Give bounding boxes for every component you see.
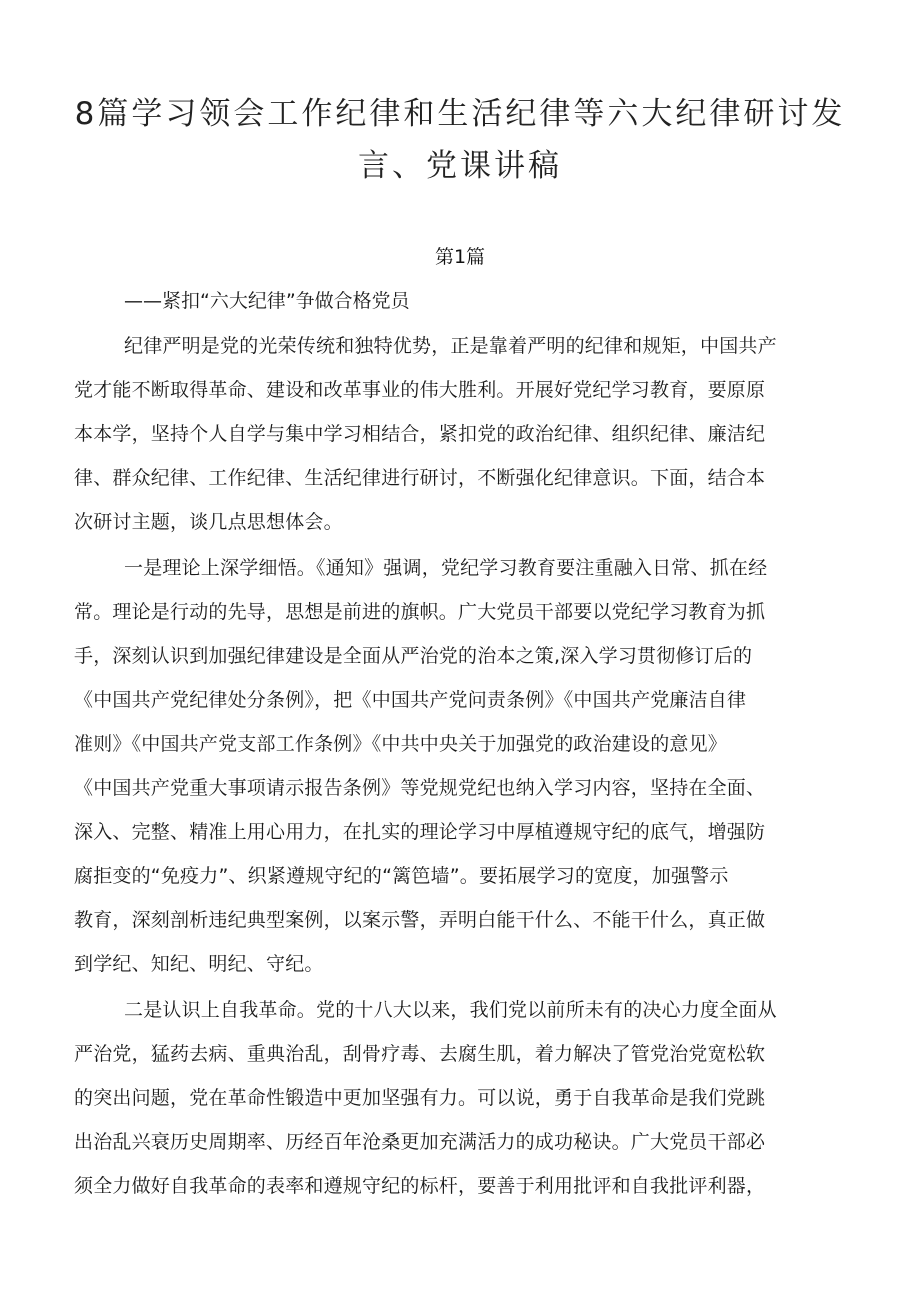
- document-title: [60, 88, 860, 192]
- paragraph-line: 律、群众纪律、工作纪律、生活纪律进行研讨，不断强化纪律意识。下面，结合本: [74, 467, 766, 489]
- paragraph-line: 的突出问题，党在革命性锻造中更加坚强有力。可以说，勇于自我革命是我们党跳: [74, 1087, 766, 1109]
- paragraph-line: 深入、完整、精准上用心用力，在扎实的理论学习中厚植遵规守纪的底气，增强防: [74, 821, 766, 843]
- paragraph-line: 《中国共产党纪律处分条例》，把《中国共产党问责条例》《中国共产党廉洁自律: [74, 689, 747, 711]
- paragraph-line: 到学纪、知纪、明纪、守纪。: [74, 953, 324, 975]
- paragraph-line: 二是认识上自我革命。党的十八大以来，我们党以前所未有的决心力度全面从: [124, 999, 777, 1021]
- paragraph-line: 次研讨主题，谈几点思想体会。: [74, 511, 343, 533]
- paragraph-line: 出治乱兴衰历史周期率、历经百年沧桑更加充满活力的成功秘诀。广大党员干部必: [74, 1131, 766, 1153]
- section-subtitle: ——紧扣“六大纪律”争做合格党员: [124, 290, 410, 312]
- paragraph-line: 教育，深刻剖析违纪典型案例，以案示警，弄明白能干什么、不能干什么，真正做: [74, 909, 766, 931]
- paragraph-line: 严治党，猛药去病、重典治乱，刮骨疗毒、去腐生肌，着力解决了管党治党宽松软: [74, 1043, 766, 1065]
- paragraph-line: 一是理论上深学细悟。《通知》强调，党纪学习教育要注重融入日常、抓在经: [124, 557, 768, 579]
- paragraph-line: 本本学，坚持个人自学与集中学习相结合，紧扣党的政治纪律、组织纪律、廉洁纪: [74, 423, 766, 445]
- paragraph-line: 手，深刻认识到加强纪律建设是全面从严治党的治本之策,深入学习贯彻修订后的: [74, 645, 753, 667]
- paragraph-line: 须全力做好自我革命的表率和遵规守纪的标杆，要善于利用批评和自我批评利器，: [74, 1175, 766, 1197]
- section-heading: 第1篇: [434, 246, 486, 268]
- paragraph-line: 纪律严明是党的光荣传统和独特优势，正是靠着严明的纪律和规矩，中国共产: [124, 335, 777, 357]
- title-line: 8篇学习领会工作纪律和生活纪律等六大纪律研讨发: [74, 96, 846, 132]
- paragraph-line: 腐拒变的“免疫力”、织紧遵规守纪的“篱笆墙”。要拓展学习的宽度，加强警示: [74, 865, 729, 887]
- paragraph-line: 《中国共产党重大事项请示报告条例》等党规党纪也纳入学习内容，坚持在全面、: [74, 777, 766, 799]
- paragraph-line: 常。理论是行动的先导，思想是前进的旗帜。广大党员干部要以党纪学习教育为抓: [74, 601, 766, 623]
- paragraph-line: 党才能不断取得革命、建设和改革事业的伟大胜利。开展好党纪学习教育，要原原: [74, 379, 766, 401]
- title-line: 言、党课讲稿: [358, 148, 562, 184]
- paragraph-line: 准则》《中国共产党支部工作条例》《中共中央关于加强党的政治建设的意见》: [74, 733, 728, 755]
